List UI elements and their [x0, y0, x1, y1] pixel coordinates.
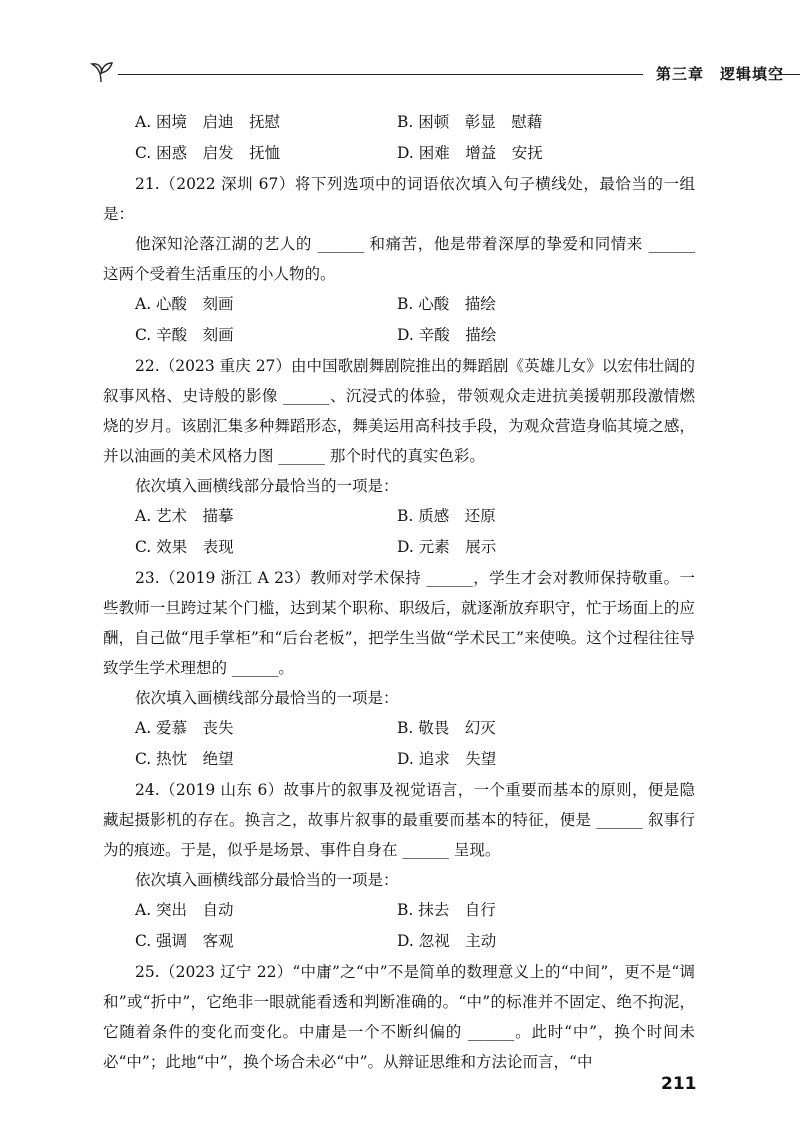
question-content [103, 107, 695, 1077]
q21-options-row-2 [103, 320, 695, 351]
q24-prompt: 依次填入画横线部分最恰当的一项是： [135, 871, 399, 889]
page-number: 211 [661, 1074, 697, 1094]
q23-prompt: 依次填入画横线部分最恰当的一项是： [135, 689, 399, 707]
q20-options-row-1 [103, 107, 695, 138]
q23-options-row-2 [103, 744, 695, 775]
option-a: A. 爱慕 丧失 [135, 719, 234, 737]
option-c: C. 困惑 启发 抚恤 [135, 144, 281, 162]
option-b: B. 困顿 彰显 慰藉 [397, 113, 543, 131]
option-d: D. 追求 失望 [397, 750, 497, 768]
option-d: D. 忽视 主动 [397, 932, 497, 950]
q23-stem: 23.（2019 浙江 A 23）教师对学术保持 ______，学生才会对教师保持敬重。一些教师一旦跨过某个门槛，达到某个职称、职级后，就逐渐放弃职守，忙于场面上的应酬，自己做“甩手掌柜”和“后台老板”，把学生当做“学术民工”来使唤。这个过程往往导致学生学术理想的 ______。 [103, 569, 695, 677]
q23-options-row-1 [103, 713, 695, 744]
q22-stem: 22.（2023 重庆 27）由中国歌剧舞剧院推出的舞蹈剧《英雄儿女》以宏伟壮阔的叙事风格、史诗般的影像 ______、沉浸式的体验，带领观众走进抗美援朝那段激情燃烧的岁月。该剧汇集多种舞蹈形态，舞美运用高科技手段，为观众营造身临其境之感，并以油画的美术风格力图 ______ 那个时代的真实色彩。 [103, 357, 695, 465]
q22-options-row-2 [103, 532, 695, 563]
option-c: C. 效果 表现 [135, 538, 234, 556]
q21-passage: 他深知沦落江湖的艺人的 ______ 和痛苦，他是带着深厚的挚爱和同情来 ______ 这两个受着生活重压的小人物的。 [103, 235, 695, 283]
option-c: C. 辛酸 刻画 [135, 326, 234, 344]
option-d: D. 辛酸 描绘 [397, 326, 497, 344]
q21-options-row-1 [103, 289, 695, 320]
q21-stem: 21.（2022 深圳 67）将下列选项中的词语依次填入句子横线处，最恰当的一组是： [103, 175, 695, 223]
option-c: C. 强调 客观 [135, 932, 234, 950]
option-a: A. 突出 自动 [135, 901, 234, 919]
header-rule-right [778, 74, 800, 75]
q24-options-row-1 [103, 895, 695, 926]
option-b: B. 心酸 描绘 [397, 295, 496, 313]
q20-options-row-2 [103, 138, 695, 169]
option-a: A. 困境 启迪 抚慰 [135, 113, 281, 131]
option-b: B. 抹去 自行 [397, 901, 496, 919]
q25-stem: 25.（2023 辽宁 22）“中庸”之“中”不是简单的数理意义上的“中间”，更不是“调和”或“折中”，它绝非一眼就能看透和判断准确的。“中”的标准并不固定、绝不拘泥，它随着条件的变化而变化。中庸是一个不断纠偏的 ______。此时“中”，换个时间未必“中”；此地“中”，换个场合未必“中”。从辩证思维和方法论而言，“中 [103, 963, 695, 1071]
sprout-icon [88, 58, 114, 84]
q22-prompt: 依次填入画横线部分最恰当的一项是： [135, 477, 399, 495]
option-d: D. 困难 增益 安抚 [397, 144, 543, 162]
option-c: C. 热忱 绝望 [135, 750, 234, 768]
option-d: D. 元素 展示 [397, 538, 497, 556]
page-header [88, 58, 800, 88]
q22-options-row-1 [103, 501, 695, 532]
header-rule-left [118, 74, 643, 75]
option-b: B. 质感 还原 [397, 507, 496, 525]
q24-options-row-2 [103, 926, 695, 957]
option-a: A. 艺术 描摹 [135, 507, 234, 525]
option-a: A. 心酸 刻画 [135, 295, 234, 313]
q24-stem: 24.（2019 山东 6）故事片的叙事及视觉语言，一个重要而基本的原则，便是隐藏起摄影机的存在。换言之，故事片叙事的最重要而基本的特征，便是 ______ 叙事行为的痕迹。于是，似乎是场景、事件自身在 ______ 呈现。 [103, 781, 695, 859]
option-b: B. 敬畏 幻灭 [397, 719, 496, 737]
chapter-title: 第三章 逻辑填空 [656, 65, 785, 83]
